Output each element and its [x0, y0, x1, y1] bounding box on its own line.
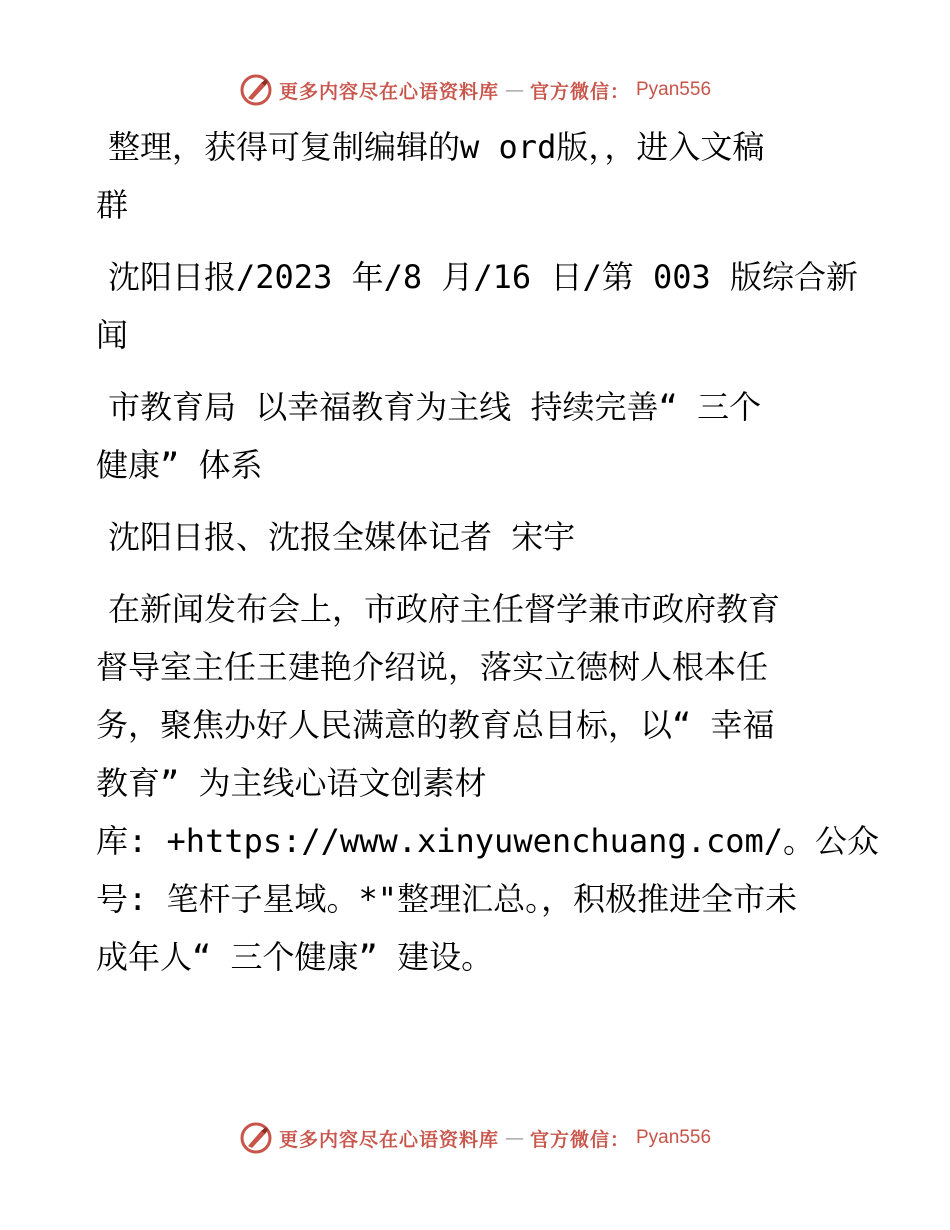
article-headline — [96, 378, 856, 494]
text-line: 库: +https://www.xinyuwenchuang.com/。公众 — [96, 822, 880, 860]
footer-watermark — [0, 1118, 950, 1158]
text-line: 沈阳日报/2023 年/8 月/16 日/第 003 版综合新 — [108, 258, 859, 296]
watermark-text: 更多内容尽在心语资料库 — [278, 1128, 499, 1151]
watermark-wechat-id: Pyan556 — [636, 1127, 712, 1148]
watermark-text: 更多内容尽在心语资料库 — [278, 80, 499, 103]
text-line: 整理，获得可复制编辑的w ord版，，进入文稿 — [108, 128, 765, 166]
paragraph-source — [96, 248, 859, 364]
watermark-wechat-id: Pyan556 — [636, 79, 712, 100]
text-line: 群 — [96, 186, 129, 224]
text-line: 闻 — [96, 316, 129, 354]
watermark-separator: — — [504, 1127, 524, 1149]
watermark-wechat-label: 官方微信： — [529, 80, 630, 103]
text-line: 沈阳日报、沈报全媒体记者 宋宇 — [108, 518, 576, 556]
text-line: 号: 笔杆子星域。*"整理汇总。，积极推进全市未 — [96, 880, 798, 918]
text-line: 健康” 体系 — [96, 446, 263, 484]
text-line: 在新闻发布会上，市政府主任督学兼市政府教育 — [108, 590, 781, 628]
article-byline — [96, 508, 856, 566]
quill-pen-seal-icon — [239, 1121, 273, 1155]
document-body — [96, 118, 880, 986]
text-line: 教育” 为主线心语文创素材 — [96, 764, 487, 802]
text-line: 成年人“ 三个健康” 建设。 — [96, 938, 494, 976]
article-body-paragraph — [96, 580, 880, 986]
text-line: 督导室主任王建艳介绍说，落实立德树人根本任 — [96, 648, 769, 686]
watermark-separator: — — [504, 79, 524, 101]
paragraph-intro — [96, 118, 856, 234]
text-line: 务，聚焦办好人民满意的教育总目标，以“ 幸福 — [96, 706, 775, 744]
watermark-wechat-label: 官方微信： — [529, 1128, 630, 1151]
text-line: 市教育局 以幸福教育为主线 持续完善“ 三个 — [108, 388, 762, 426]
header-watermark — [0, 70, 950, 110]
quill-pen-seal-icon — [239, 73, 273, 107]
